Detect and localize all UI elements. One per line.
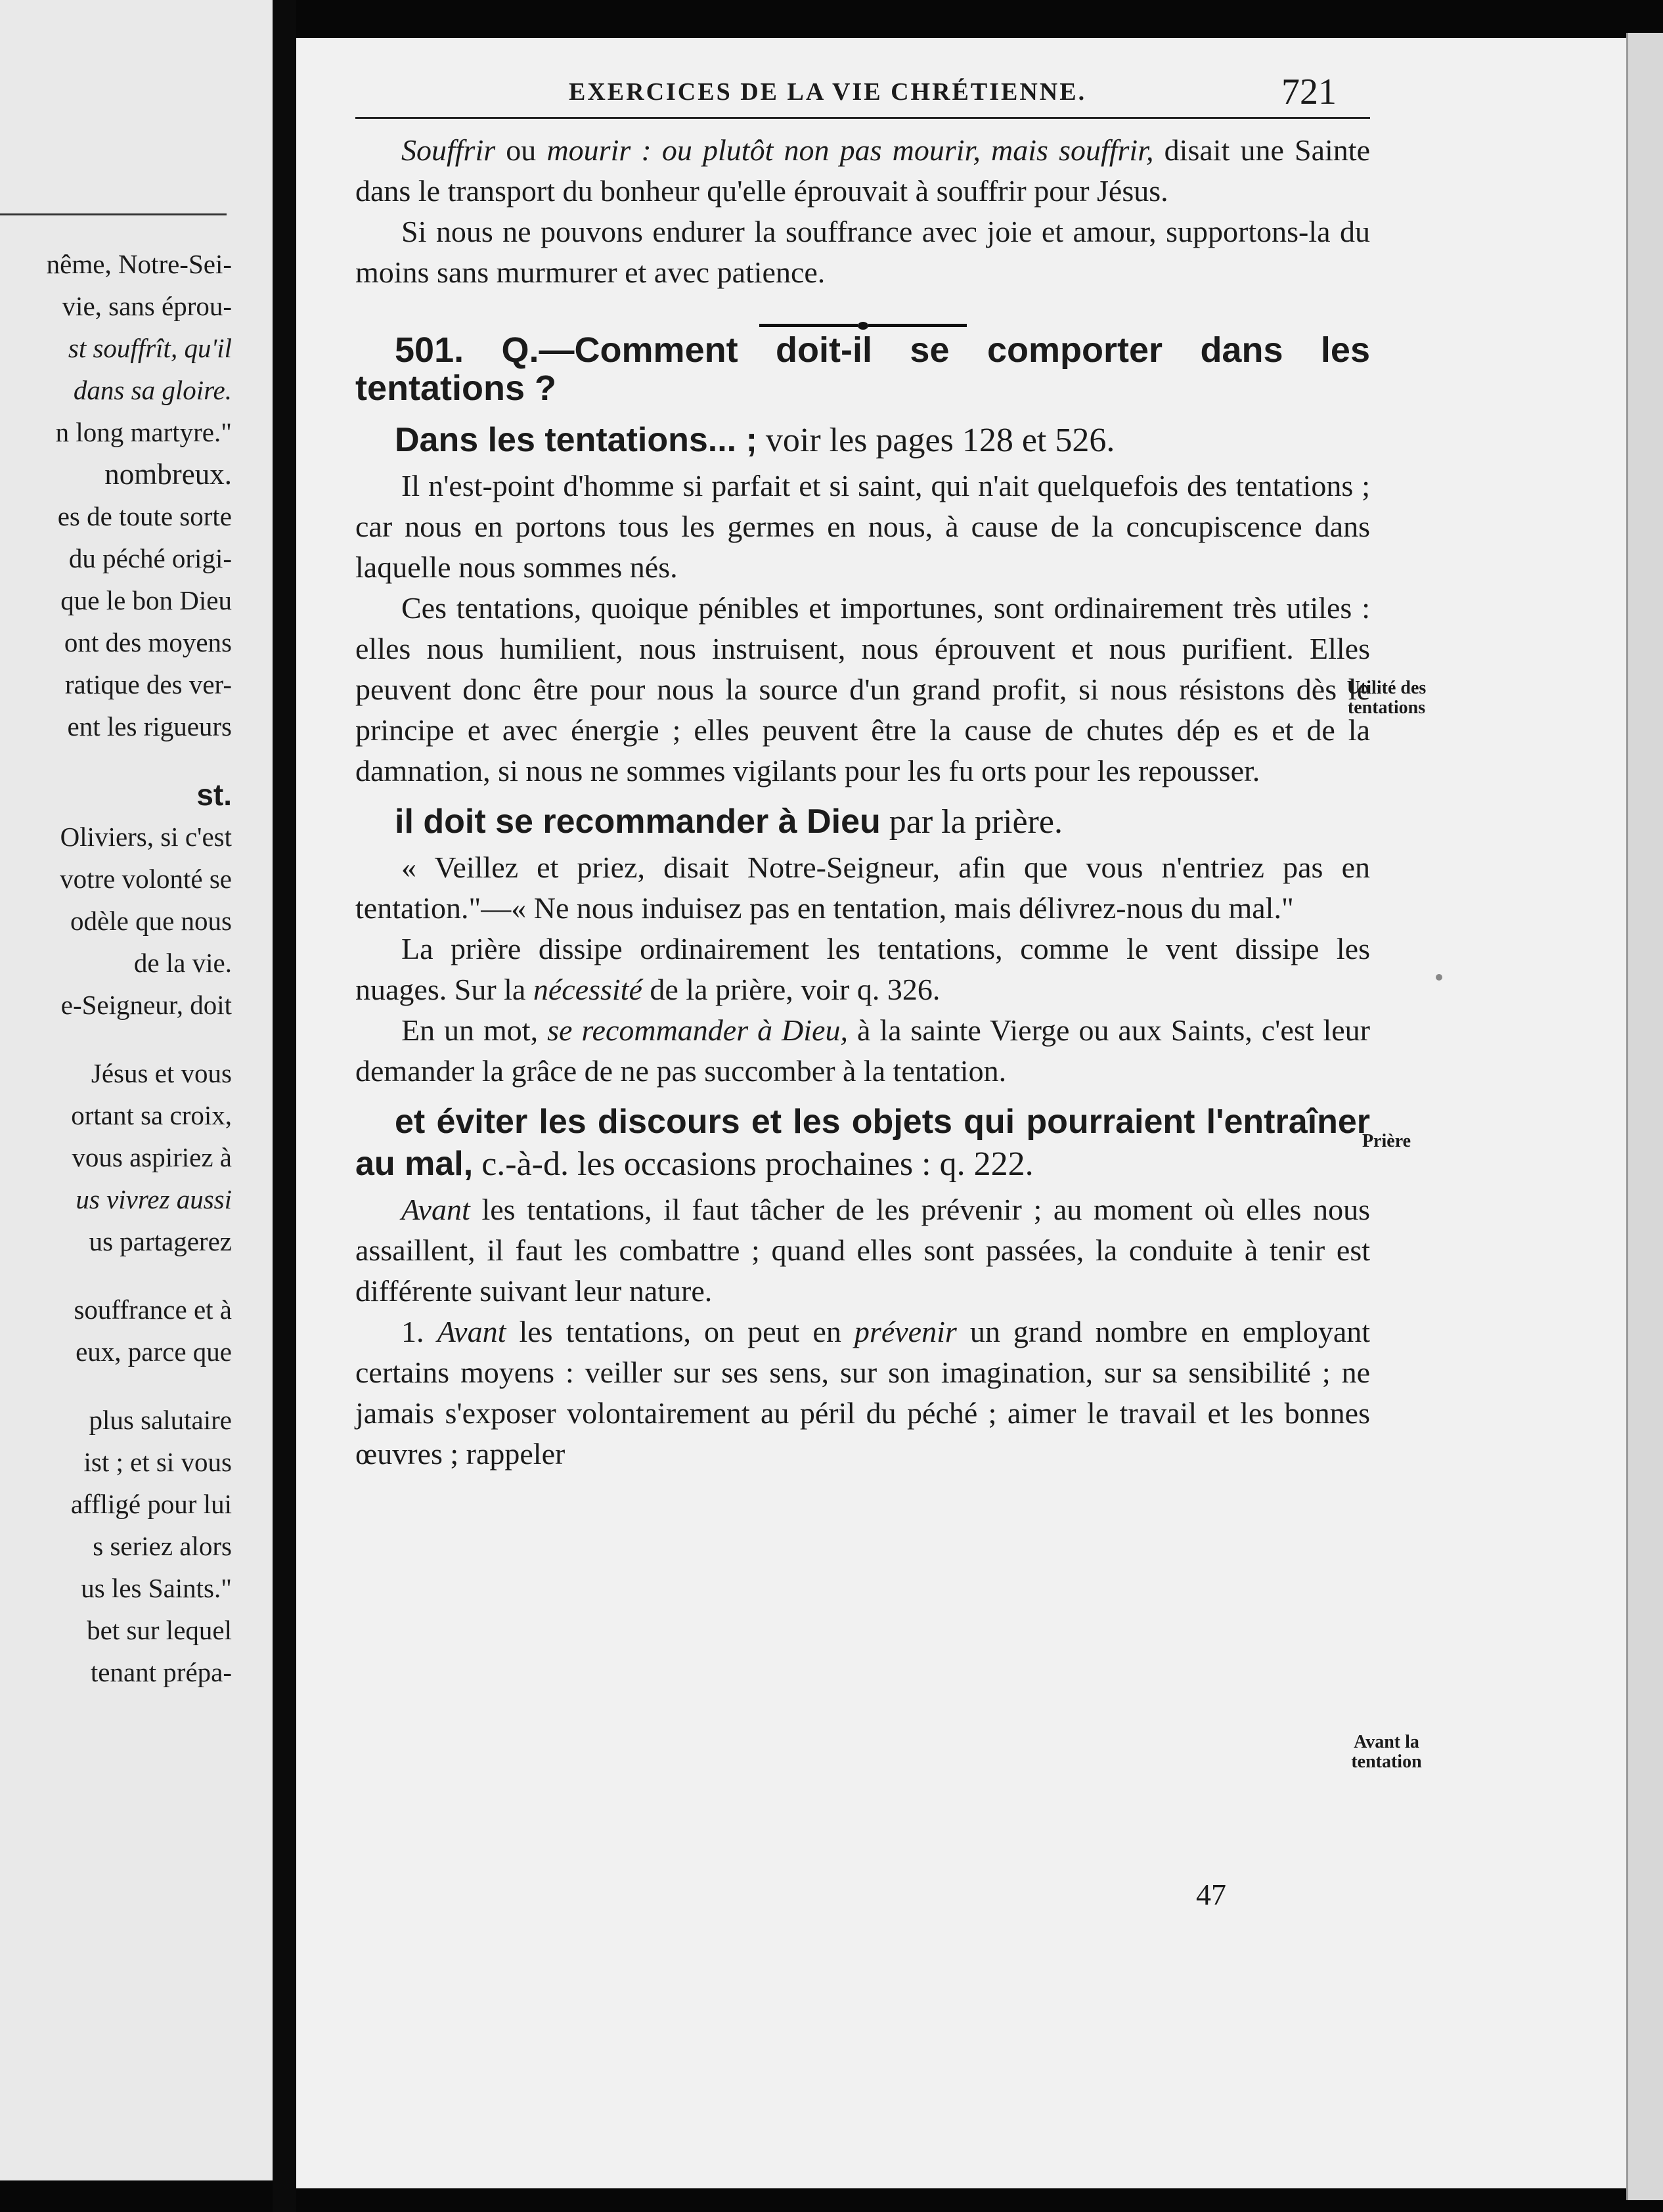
left-page-line: du péché origi- <box>68 543 232 573</box>
running-title: EXERCICES DE LA VIE CHRÉTIENNE. <box>569 78 1087 106</box>
left-page-line: n long martyre." <box>55 417 232 447</box>
left-page-line: plus salutaire <box>89 1405 232 1435</box>
right-page-edge <box>1626 33 1663 2200</box>
left-page-line: ont des moyens <box>64 627 232 657</box>
left-page-line: Jésus et vous <box>91 1058 232 1088</box>
left-page-line: souffrance et à <box>74 1294 232 1325</box>
paragraph-9: 1. Avant les tentations, on peut en prévenir un grand nombre en employant certains moyens : veiller sur ses sens, sur son imagination, sur sa sensibilité ; ne jamais s'exposer volontairement au péril du péché ; aimer le travail et les bonnes œuvres ; rappeler <box>355 1315 1371 1471</box>
left-page-line: tenant prépa- <box>90 1657 232 1687</box>
left-page-rule <box>0 213 227 215</box>
left-page <box>0 0 273 2180</box>
left-page-line: s seriez alors <box>93 1531 232 1561</box>
left-page-line: ist ; et si vous <box>83 1447 232 1477</box>
left-page-line: ent les rigueurs <box>67 711 232 741</box>
p1-italic-a: Souffrir <box>401 133 496 167</box>
left-page-line: ratique des ver- <box>64 669 232 699</box>
left-page-line: us vivrez aussi <box>76 1184 232 1214</box>
p1-text-d: disait une Sainte dans le transport du bonheur qu'elle éprouvait à souffrir pour Jésus. <box>355 133 1370 208</box>
p1-italic-c: mourir : ou plutôt non pas mourir, mais souffrir, <box>546 133 1154 167</box>
left-page-line: us les Saints." <box>81 1573 232 1603</box>
left-page-line: votre volonté se <box>60 864 232 894</box>
left-page-line: bet sur lequel <box>87 1615 232 1645</box>
margin-note-utilite: Utilité des tentations <box>1346 678 1427 718</box>
folio-bottom: 47 <box>1196 1878 1226 1911</box>
paragraph-2: Si nous ne pouvons endurer la souffrance avec joie et amour, supportons-la du moins sans murmurer et avec patience. <box>355 215 1370 289</box>
left-page-line: de la vie. <box>133 948 232 978</box>
left-page-line: ortant sa croix, <box>71 1100 232 1130</box>
left-page-line: Oliviers, si c'est <box>60 822 232 852</box>
main-page <box>296 38 1626 2188</box>
gutter <box>273 0 296 2212</box>
paragraph-1 <box>355 130 1370 211</box>
left-page-line: vie, sans éprou- <box>62 291 232 321</box>
left-page-line: us partagerez <box>89 1226 232 1256</box>
paragraph-7: En un mot, se recommander à Dieu, à la sainte Vierge ou aux Saints, c'est leur demander la grâce de ne pas succomber à la tentation. <box>355 1013 1370 1088</box>
margin-note-priere: Prière <box>1362 1131 1411 1151</box>
speck <box>1436 974 1442 981</box>
left-page-line: vous aspiriez à <box>72 1142 232 1172</box>
ornament-divider <box>355 299 1370 315</box>
margin-note-avant: Avant la tentation <box>1351 1732 1422 1772</box>
left-page-line: st. <box>196 778 232 812</box>
left-page-line: que le bon Dieu <box>60 585 232 615</box>
paragraph-8: Avant les tentations, il faut tâcher de les prévenir ; au moment où elles nous assaillent, il faut les combattre ; quand elles sont passées, la conduite à tenir est différente suivant leur nature. <box>355 1193 1370 1308</box>
left-page-line: nombreux. <box>104 458 232 491</box>
paragraph-4: Ces tentations, quoique pénibles et importunes, sont ordinairement très utiles : elles nous humilient, nous instruisent, nous éprouvent et nous purifient. Elles peuvent donc être pour nous la source d'un grand profit, si nous résistons dès le principe et avec énergie ; elles peuvent être la cause de chutes dép es et de la damnation, si nous ne sommes vigilants pour les fu orts pour les repousser. <box>355 591 1370 787</box>
left-page-line: es de toute sorte <box>57 501 232 531</box>
text-column <box>355 130 1370 1474</box>
left-page-line: affligé pour lui <box>70 1489 232 1519</box>
header-rule <box>355 117 1370 119</box>
left-page-line: eux, parce que <box>76 1337 232 1367</box>
section-heading-2: il doit se recommander à Dieu par la prière. <box>395 803 1063 841</box>
section-heading-3: et éviter les discours et les objets qui pourraient l'entraîner au mal, c.-à-d. les occasions prochaines : q. 222. <box>355 1103 1370 1183</box>
p1-text-b: ou <box>495 133 547 167</box>
left-page-line: nême, Notre-Sei- <box>46 249 232 279</box>
page-number: 721 <box>1281 72 1337 112</box>
paragraph-6: La prière dissipe ordinairement les tentations, comme le vent dissipe les nuages. Sur la nécessité de la prière, voir q. 326. <box>355 932 1370 1006</box>
section-heading-1: Dans les tentations... ; voir les pages 128 et 526. <box>395 421 1115 459</box>
paragraph-5: « Veillez et priez, disait Notre-Seigneur, afin que vous n'entriez pas en tentation."—« Ne nous induisez pas en tentation, mais délivrez-nous du mal." <box>355 851 1370 925</box>
left-page-line: st souffrît, qu'il <box>68 333 232 363</box>
left-page-line: e-Seigneur, doit <box>60 990 232 1020</box>
paragraph-3: Il n'est-point d'homme si parfait et si saint, qui n'ait quelquefois des tentations ; car nous en portons tous les germes en nous, à cause de la concupiscence dans laquelle nous sommes nés. <box>355 469 1370 584</box>
left-page-line: odèle que nous <box>70 906 232 936</box>
question-title: 501. Q.—Comment doit-il se comporter dans les tentations ? <box>355 330 1370 408</box>
left-page-line: dans sa gloire. <box>73 375 232 405</box>
